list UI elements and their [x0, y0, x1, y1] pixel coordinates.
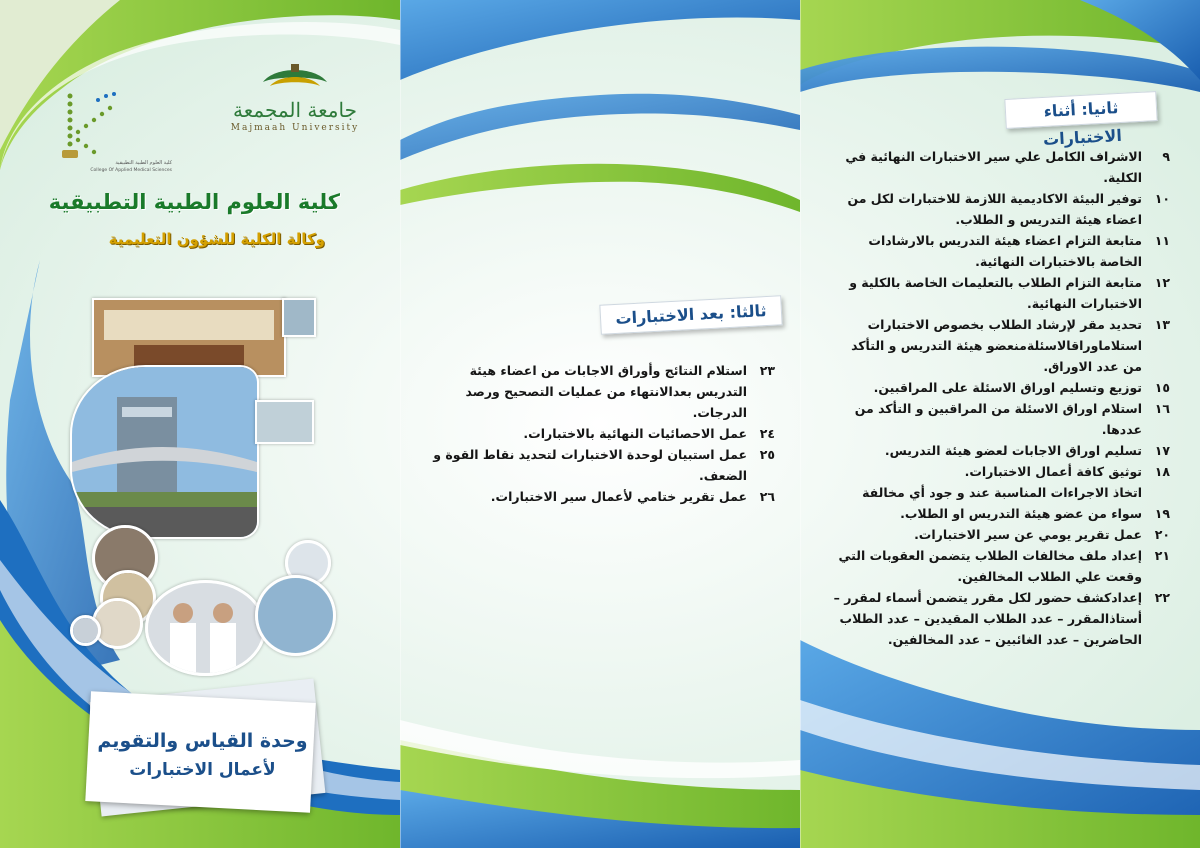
list-item: ٢٠ عمل تقرير يومي عن سير الاختبارات.	[914, 527, 1170, 542]
list-item: ١٠ توفير البيئة الاكاديمية اللازمة للاختبارات لكل من اعضاء هيئة التدريس و الطلاب.	[847, 191, 1170, 227]
photo-officials	[145, 580, 266, 676]
college-title: كلية العلوم الطبية التطبيقية	[48, 190, 340, 214]
list-item: ٢٢ إعدادكشف حضور لكل مقرر يتضمن أسماء لمقرر – أستاذالمقرر – عدد الطلاب المقيدين – عدد الطلاب الحاضرين – عدد الغائبين – عدد المخالفين.	[833, 590, 1170, 647]
photo-small-1	[70, 615, 101, 646]
list-item: ١٥ توزيع وتسليم اوراق الاسئلة على المراقبين.	[873, 380, 1170, 395]
list-item: ١٦ استلام اوراق الاسئلة من المراقبين و التأكد من عددها.	[854, 401, 1170, 437]
university-name-ar: جامعة المجمعة	[233, 98, 357, 122]
university-name-en: Majmaah University	[230, 123, 360, 133]
photo-lab	[255, 575, 336, 656]
photo-building	[70, 365, 259, 539]
section-header-during-exams: ثانيا: أثناء الاختبارات	[1004, 91, 1157, 129]
list-item: ٢٦ عمل تقرير ختامي لأعمال سير الاختبارات.	[490, 489, 775, 504]
college-logo-name-en: College Of Applied Medical Sciences	[90, 168, 172, 173]
deanship-title: وكالة الكلية للشؤون التعليمية	[108, 230, 325, 248]
panel-divider	[800, 0, 801, 848]
list-item: ١٢ متابعة التزام الطلاب بالتعليمات الخاصة بالكلية و الاختبارات النهائية.	[849, 275, 1170, 311]
list-item: ٢٤ عمل الاحصائيات النهائية بالاختبارات.	[523, 426, 775, 441]
unit-subtitle: لأعمال الاختبارات	[129, 760, 276, 780]
during-exams-list	[830, 146, 1170, 650]
after-exams-list	[430, 360, 775, 507]
list-item: ١٨ توثيق كافة أعمال الاختبارات.	[964, 464, 1170, 479]
photo-group	[255, 400, 314, 444]
photo-meeting	[282, 298, 316, 337]
section-header-after-exams: ثالثا: بعد الاختبارات	[599, 295, 782, 334]
list-item: ١٧ تسليم اوراق الاجابات لعضو هيئة التدريس.	[884, 443, 1170, 458]
list-item: ١١ متابعة التزام اعضاء هيئة التدريس بالارشادات الخاصة بالاختبارات النهائية.	[868, 233, 1170, 269]
list-item: اتخاذ الاجراءات المناسبة عند و جود أي مخالفة	[862, 485, 1142, 500]
unit-title: وحدة القياس والتقويم	[97, 730, 308, 752]
panel-divider	[400, 0, 401, 848]
list-item: ٢٥ عمل استبيان لوحدة الاختبارات لتحديد نقاط القوة و الضعف.	[433, 447, 775, 483]
list-item: ٩ الاشراف الكامل علي سير الاختبارات النهائية في الكلية.	[845, 149, 1170, 185]
list-item: ٢١ إعداد ملف مخالفات الطلاب يتضمن العقوبات التي وقعت علي الطلاب المخالفين.	[838, 548, 1170, 584]
list-item: ٢٣ استلام النتائج وأوراق الاجابات من اعضاء هيئة التدريس بعدالانتهاء من عمليات التصحيح ورصد الدرجات.	[465, 363, 775, 420]
college-logo-name-ar: كلية العلوم الطبية التطبيقية	[115, 160, 172, 166]
list-item: ١٣ تحديد مقر لإرشاد الطلاب بخصوص الاختبارات استلاماوراقالاسئلةمنعضو هيئة التدريس و التأكد من عدد الاوراق.	[851, 317, 1170, 374]
unit-card	[85, 691, 315, 813]
list-item: ١٩ سواء من عضو هيئة التدريس او الطلاب.	[900, 506, 1170, 521]
